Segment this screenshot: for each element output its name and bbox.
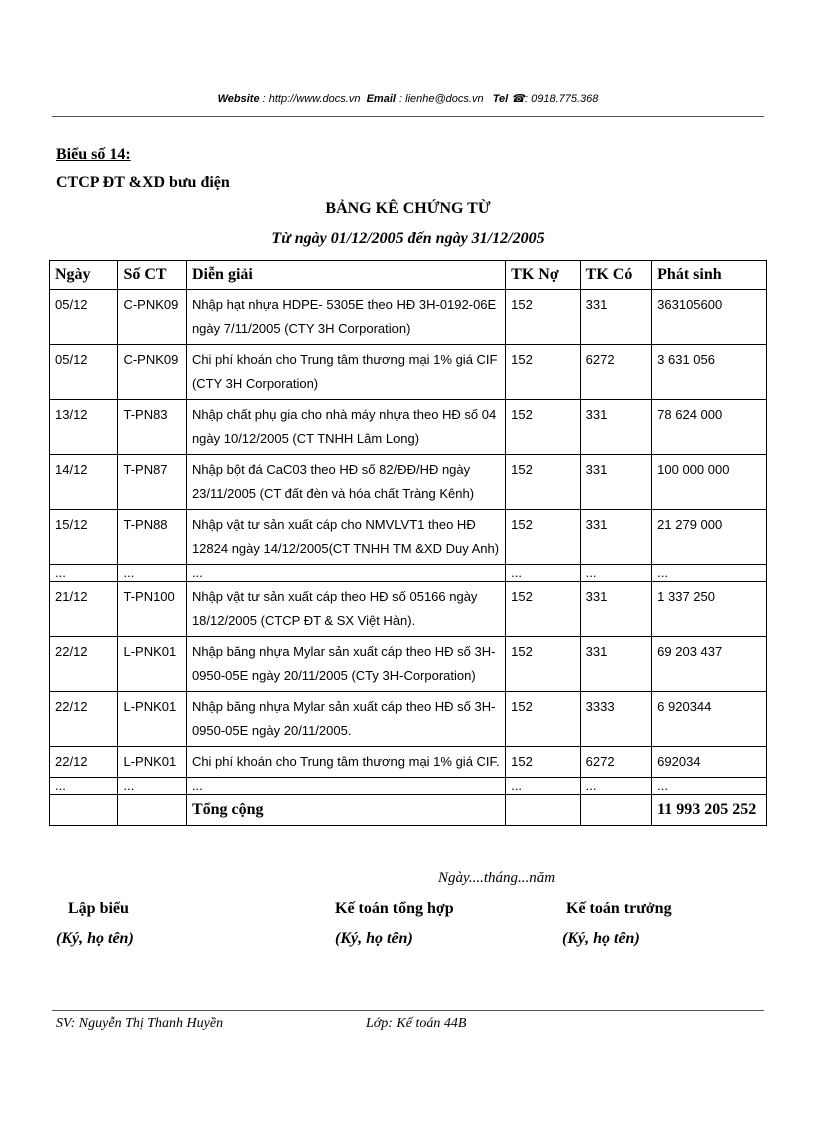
table-row: [50, 510, 767, 565]
cell-debit: 152: [506, 510, 581, 565]
table-row: [50, 582, 767, 637]
table-row: [50, 455, 767, 510]
footer-divider: [52, 1010, 764, 1011]
cell-debit: 152: [506, 582, 581, 637]
email-value[interactable]: : lienhe@docs.vn: [399, 93, 484, 105]
cell-debit: 152: [506, 290, 581, 345]
chief-accountant-title: Kế toán trưởng: [566, 900, 672, 917]
cell-date: 13/12: [50, 400, 118, 455]
cell-date: 22/12: [50, 692, 118, 747]
phone-icon: ☎: [511, 93, 525, 105]
page-header-contact: [0, 92, 816, 105]
column-header-credit: TK Có: [580, 261, 651, 290]
cell-voucher-no: T-PN83: [118, 400, 186, 455]
table-row: [50, 637, 767, 692]
document-period: Từ ngày 01/12/2005 đến ngày 31/12/2005: [271, 230, 545, 247]
cell-debit: 152: [506, 637, 581, 692]
preparer-signature-note: (Ký, họ tên): [56, 930, 134, 947]
cell-amount: 78 624 000: [652, 400, 767, 455]
cell-date: 05/12: [50, 290, 118, 345]
cell-debit: ...: [506, 778, 581, 795]
cell-date: 05/12: [50, 345, 118, 400]
cell-credit: 331: [580, 582, 651, 637]
cell-voucher-no: L-PNK01: [118, 747, 186, 778]
table-row: [50, 400, 767, 455]
cell-description: Nhập băng nhựa Mylar sản xuất cáp theo HĐ số 3H-0950-05E ngày 20/11/2005 (CTy 3H-Corporation): [186, 637, 505, 692]
cell-debit: 152: [506, 400, 581, 455]
cell-amount: 6 920344: [652, 692, 767, 747]
column-header-description: Diễn giải: [186, 261, 505, 290]
date-placeholder: Ngày....tháng...năm: [438, 870, 556, 886]
cell-empty: [118, 795, 186, 826]
cell-description: Nhập hạt nhựa HDPE- 5305E theo HĐ 3H-0192-06E ngày 7/11/2005 (CTY 3H Corporation): [186, 290, 505, 345]
tel-label: Tel: [492, 93, 509, 105]
cell-description: Nhập vật tư sản xuất cáp cho NMVLVT1 theo HĐ 12824 ngày 14/12/2005(CT TNHH TM &XD Duy Anh): [186, 510, 505, 565]
total-label: Tổng cộng: [186, 795, 505, 826]
cell-date: 14/12: [50, 455, 118, 510]
cell-amount: 1 337 250: [652, 582, 767, 637]
table-row: [50, 692, 767, 747]
cell-credit: 331: [580, 637, 651, 692]
cell-debit: 152: [506, 747, 581, 778]
cell-debit: 152: [506, 455, 581, 510]
chief-accountant-signature-note: (Ký, họ tên): [562, 930, 640, 947]
cell-credit: 331: [580, 510, 651, 565]
column-header-amount: Phát sinh: [652, 261, 767, 290]
cell-description: Chi phí khoán cho Trung tâm thương mại 1% giá CIF (CTY 3H Corporation): [186, 345, 505, 400]
website-value[interactable]: : http://www.docs.vn: [262, 93, 361, 105]
table-row: [50, 290, 767, 345]
column-header-debit: TK Nợ: [506, 261, 581, 290]
cell-credit: 331: [580, 290, 651, 345]
cell-description: Nhập chất phụ gia cho nhà máy nhựa theo HĐ số 04 ngày 10/12/2005 (CT TNHH Lâm Long): [186, 400, 505, 455]
cell-date: 22/12: [50, 747, 118, 778]
cell-debit: ...: [506, 565, 581, 582]
cell-date: 22/12: [50, 637, 118, 692]
cell-description: ...: [186, 565, 505, 582]
cell-amount: ...: [652, 565, 767, 582]
cell-amount: 692034: [652, 747, 767, 778]
cell-date: ...: [50, 565, 118, 582]
cell-credit: 331: [580, 400, 651, 455]
cell-voucher-no: L-PNK01: [118, 692, 186, 747]
cell-amount: 3 631 056: [652, 345, 767, 400]
table-row: [50, 345, 767, 400]
cell-empty: [50, 795, 118, 826]
cell-date: 15/12: [50, 510, 118, 565]
cell-description: ...: [186, 778, 505, 795]
cell-voucher-no: ...: [118, 565, 186, 582]
cell-description: Nhập vật tư sản xuất cáp theo HĐ số 05166 ngày 18/12/2005 (CTCP ĐT & SX Việt Hàn).: [186, 582, 505, 637]
footer-class: Lớp: Kế toán 44B: [366, 1016, 467, 1031]
cell-description: Chi phí khoán cho Trung tâm thương mại 1% giá CIF.: [186, 747, 505, 778]
cell-debit: 152: [506, 345, 581, 400]
cell-voucher-no: C-PNK09: [118, 345, 186, 400]
table-header-row: [50, 261, 767, 290]
cell-voucher-no: T-PN87: [118, 455, 186, 510]
cell-date: 21/12: [50, 582, 118, 637]
footer-student: SV: Nguyễn Thị Thanh Huyền: [56, 1016, 224, 1031]
general-accountant-title: Kế toán tổng hợp: [335, 900, 454, 917]
email-label: Email: [366, 93, 396, 105]
total-amount: 11 993 205 252: [652, 795, 767, 826]
cell-amount: 100 000 000: [652, 455, 767, 510]
preparer-title: Lập biểu: [68, 900, 129, 917]
table-row: [50, 747, 767, 778]
cell-credit: ...: [580, 565, 651, 582]
cell-empty: [506, 795, 581, 826]
cell-date: ...: [50, 778, 118, 795]
header-divider: [52, 116, 764, 117]
cell-debit: 152: [506, 692, 581, 747]
cell-credit: 6272: [580, 747, 651, 778]
table-row: [50, 778, 767, 795]
form-number: Biểu số 14:: [56, 146, 131, 163]
cell-voucher-no: T-PN88: [118, 510, 186, 565]
cell-amount: 363105600: [652, 290, 767, 345]
cell-description: Nhập bột đá CaC03 theo HĐ số 82/ĐĐ/HĐ ngày 23/11/2005 (CT đất đèn và hóa chất Tràng Kênh): [186, 455, 505, 510]
general-accountant-signature-note: (Ký, họ tên): [335, 930, 413, 947]
cell-credit: 331: [580, 455, 651, 510]
cell-voucher-no: T-PN100: [118, 582, 186, 637]
company-name: CTCP ĐT &XD bưu điện: [56, 174, 230, 191]
column-header-voucher-no: Số CT: [118, 261, 186, 290]
document-title: BẢNG KÊ CHỨNG TỪ: [325, 200, 491, 217]
cell-description: Nhập băng nhựa Mylar sản xuất cáp theo HĐ số 3H-0950-05E ngày 20/11/2005.: [186, 692, 505, 747]
voucher-table: [49, 260, 767, 826]
website-label: Website: [217, 93, 260, 105]
cell-empty: [580, 795, 651, 826]
cell-credit: 6272: [580, 345, 651, 400]
cell-voucher-no: ...: [118, 778, 186, 795]
cell-voucher-no: C-PNK09: [118, 290, 186, 345]
cell-amount: 21 279 000: [652, 510, 767, 565]
cell-voucher-no: L-PNK01: [118, 637, 186, 692]
table-row: [50, 565, 767, 582]
total-row: [50, 795, 767, 826]
cell-amount: 69 203 437: [652, 637, 767, 692]
column-header-date: Ngày: [50, 261, 118, 290]
cell-amount: ...: [652, 778, 767, 795]
cell-credit: 3333: [580, 692, 651, 747]
cell-credit: ...: [580, 778, 651, 795]
tel-value: : 0918.775.368: [525, 93, 599, 105]
